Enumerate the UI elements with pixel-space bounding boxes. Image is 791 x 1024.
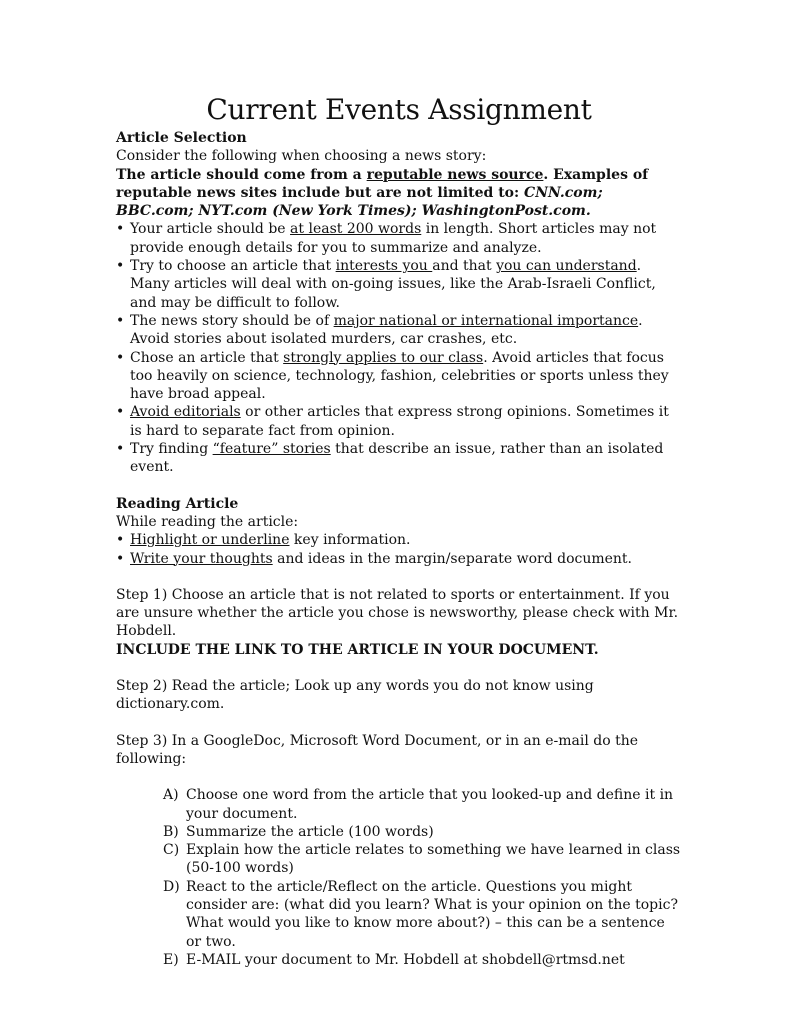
document-body [116,92,682,969]
step-2: Step 2) Read the article; Look up any words you do not know using dictionary.com. [116,678,594,713]
step-1: Step 1) Choose an article that is not related to sports or entertainment. If you are unsure whether the article you chose is newsworthy, please check with Mr. Hobdell. INCLUDE THE LINK TO THE ARTICLE IN YOUR DOCUMENT. [116,586,679,658]
reading-article-intro: While reading the article: [116,513,299,530]
step-3: Step 3) In a GoogleDoc, Microsoft Word Document, or in an e-mail do the following: [116,732,639,767]
reading-article-heading: Reading Article [116,495,239,512]
page-title: Current Events Assignment [206,93,592,126]
list-item: • The news story should be of major national or international importance. Avoid stories about isolated murders, car crashes, etc. [116,312,682,349]
reputable-source-paragraph: The article should come from a reputable news source. Examples of reputable news sites include but are not limited to: CNN.com; BBC.com; NYT.com (New York Times); WashingtonPost.com. [116,166,649,220]
list-item: • Chose an article that strongly applies to our class. Avoid articles that focus too heavily on science, technology, fashion, celebrities or sports unless they have broad appeal. [116,349,682,404]
list-item: • Your article should be at least 200 words in length. Short articles may not provide enough details for you to summarize and analyze. [116,220,682,257]
list-item: • Try to choose an article that interests you and that you can understand. Many articles will deal with on-going issues, like the Arab-Israeli Conflict, and may be difficult to follow. [116,257,682,312]
reading-tips-list [116,531,682,568]
list-item: • Try finding “feature” stories that describe an issue, rather than an isolated event. [116,440,682,477]
step-3-tasks-list [116,786,682,969]
list-item: C) Explain how the article relates to something we have learned in class (50-100 words) [163,842,681,877]
selection-guidelines-list [116,220,682,476]
list-item: B) Summarize the article (100 words) [163,823,434,840]
list-item: • Highlight or underline key information. [116,531,682,549]
list-item: A) Choose one word from the article that you looked-up and define it in your document. [163,787,674,822]
article-selection-heading: Article Selection [116,130,247,146]
list-item: • Avoid editorials or other articles that express strong opinions. Sometimes it is hard to separate fact from opinion. [116,403,682,440]
list-item: • Write your thoughts and ideas in the margin/separate word document. [116,550,682,568]
list-item: D) React to the article/Reflect on the article. Questions you might consider are: (what did you learn? What is your opinion on the topic? What would you like to know more about?) – this can be a sentence or two. [163,878,678,950]
list-item: E) E-MAIL your document to Mr. Hobdell at shobdell@rtmsd.net [163,951,625,968]
article-selection-intro: Consider the following when choosing a news story: [116,148,487,165]
